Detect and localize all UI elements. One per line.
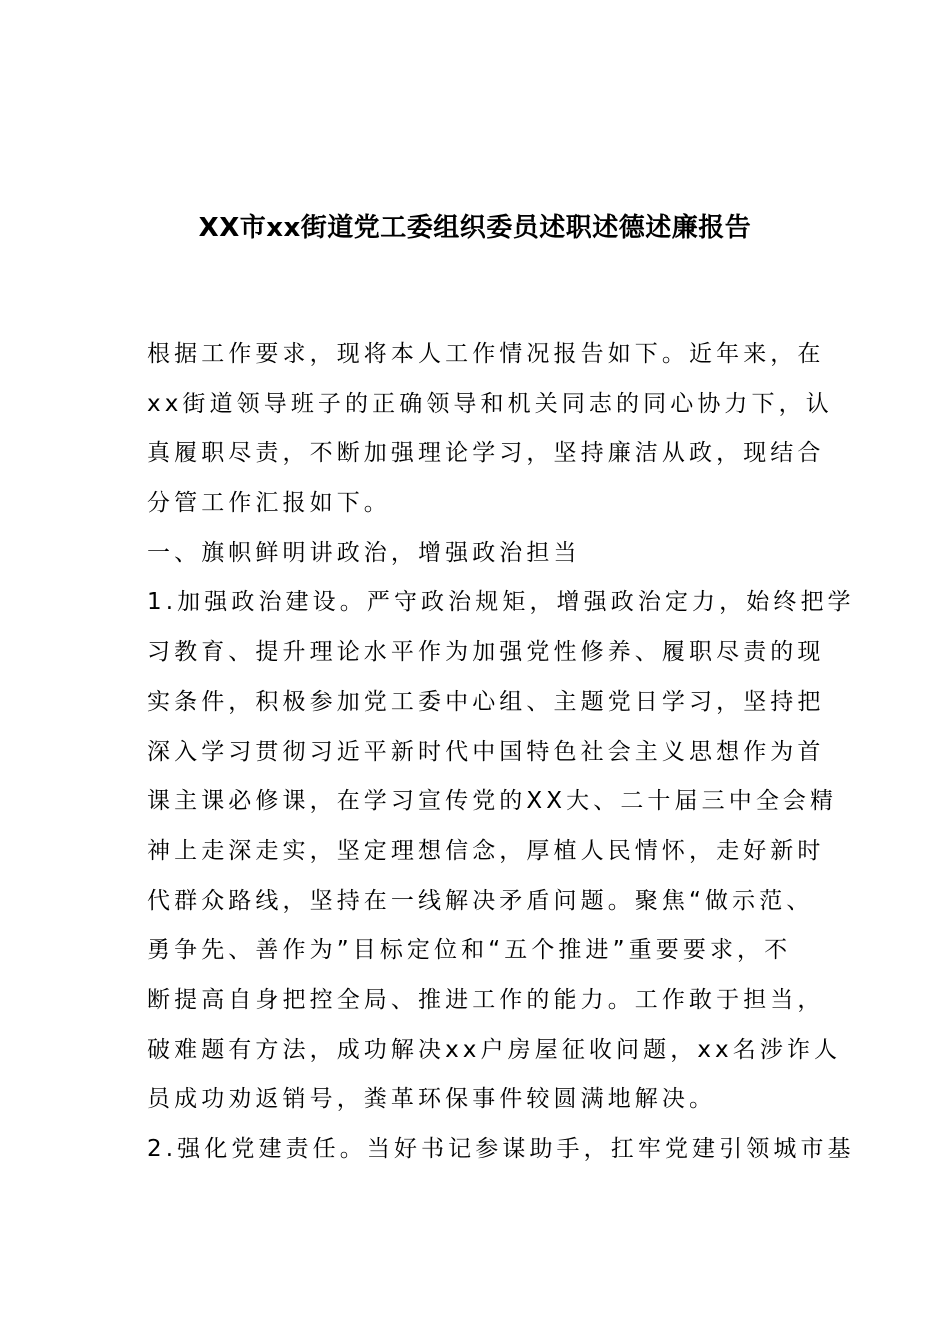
body-line: 神上走深走实，坚定理想信念，厚植人民情怀，走好新时 (147, 837, 825, 864)
document-body (147, 330, 855, 1175)
body-line: 习教育、提升理论水平作为加强党性修养、履职尽责的现 (147, 639, 825, 666)
document-title: XX市xx街道党工委组织委员述职述德述廉报告 (198, 213, 752, 243)
body-line: 勇争先、善作为”目标定位和“五个推进”重要要求，不 (147, 937, 792, 964)
body-line: 2.强化党建责任。当好书记参谋助手，扛牢党建引领城市基 (147, 1136, 855, 1162)
body-line: 代群众路线，坚持在一线解决矛盾问题。聚焦“做示范、 (147, 887, 814, 914)
body-line: 根据工作要求，现将本人工作情况报告如下。近年来，在 (147, 341, 825, 367)
body-line: 深入学习贯彻习近平新时代中国特色社会主义思想作为首 (147, 738, 825, 765)
body-line: 破难题有方法，成功解决xx户房屋征收问题，xx名涉诈人 (147, 1036, 842, 1063)
section-heading: 一、旗帜鲜明讲政治，增强政治担当 (147, 539, 581, 566)
body-line: 断提高自身把控全局、推进工作的能力。工作敢于担当， (147, 986, 825, 1013)
body-line: 员成功劝返销号，粪革环保事件较圆满地解决。 (147, 1086, 717, 1113)
body-line: 1.加强政治建设。严守政治规矩，增强政治定力，始终把学 (147, 589, 855, 616)
body-line: 课主课必修课，在学习宣传党的XX大、二十届三中全会精 (147, 788, 838, 815)
body-line: xx街道领导班子的正确领导和机关同志的同心协力下，认 (147, 390, 833, 417)
body-line: 真履职尽责，不断加强理论学习，坚持廉洁从政，现结合 (147, 440, 825, 467)
body-line: 分管工作汇报如下。 (147, 490, 391, 517)
body-line: 实条件，积极参加党工委中心组、主题党日学习，坚持把 (147, 688, 825, 715)
